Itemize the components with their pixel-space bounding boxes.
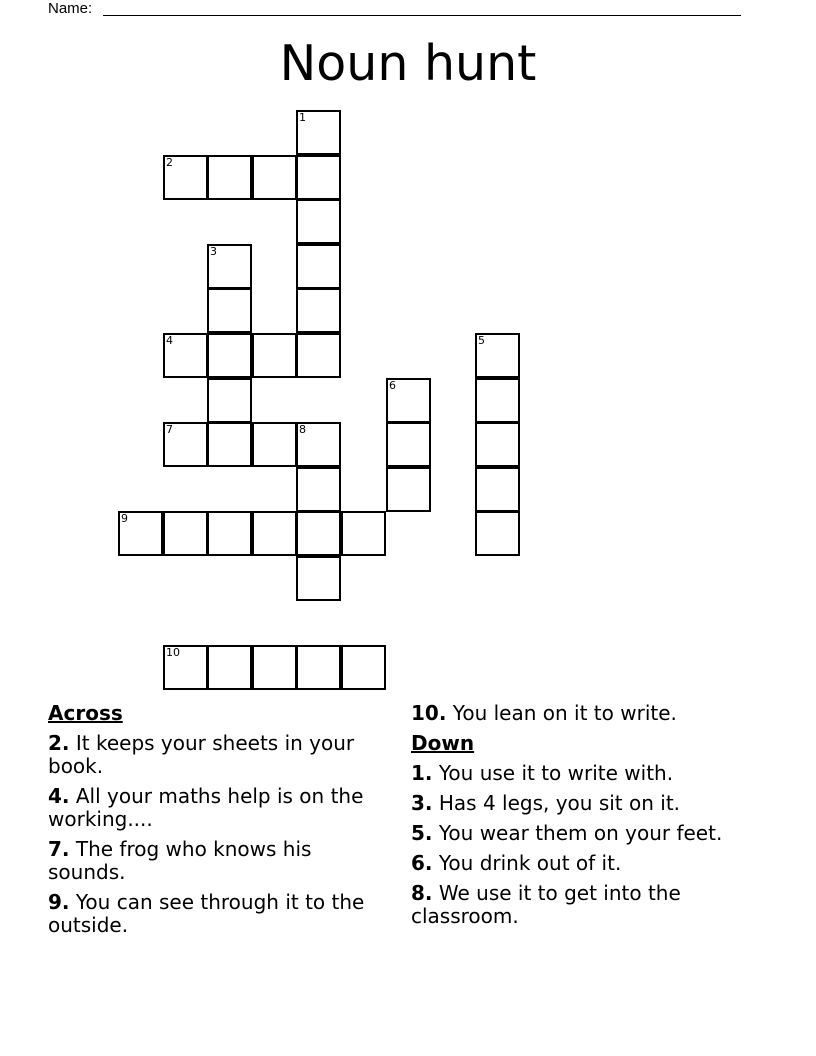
clues-right-column [411, 702, 751, 935]
grid-cell[interactable] [475, 467, 520, 512]
clue-across-10: 10. You lean on it to write. [411, 701, 677, 725]
grid-cell[interactable] [163, 422, 208, 467]
grid-cell[interactable] [252, 333, 297, 378]
cell-number: 7 [166, 423, 173, 436]
clues-left-column [48, 702, 388, 944]
grid-cell[interactable] [252, 155, 297, 200]
grid-cell[interactable] [296, 155, 341, 200]
clue-across-9: 9. You can see through it to the outside. [48, 890, 365, 937]
grid-cell[interactable] [386, 467, 431, 512]
grid-cell[interactable] [296, 199, 341, 244]
grid-cell[interactable] [475, 378, 520, 423]
grid-cell[interactable] [341, 645, 386, 690]
cell-number: 8 [299, 423, 306, 436]
clue-across-2: 2. It keeps your sheets in your book. [48, 731, 355, 778]
grid-cell[interactable] [207, 422, 252, 467]
cell-number: 2 [166, 156, 173, 169]
cell-number: 10 [166, 646, 180, 659]
grid-cell[interactable] [341, 511, 386, 556]
grid-cell[interactable] [207, 155, 252, 200]
grid-cell[interactable] [386, 422, 431, 467]
clue-down-5: 5. You wear them on your feet. [411, 821, 723, 845]
clue-down-1: 1. You use it to write with. [411, 761, 674, 785]
cell-number: 9 [121, 512, 128, 525]
grid-cell[interactable] [296, 511, 341, 556]
grid-cell[interactable] [252, 645, 297, 690]
grid-cell[interactable] [118, 511, 163, 556]
grid-cell[interactable] [296, 244, 341, 289]
page-title: Noun hunt [279, 35, 537, 92]
grid-cell[interactable] [296, 110, 341, 155]
grid-cell[interactable] [207, 333, 252, 378]
grid-cell[interactable] [475, 333, 520, 378]
grid-cell[interactable] [207, 511, 252, 556]
grid-cell[interactable] [207, 288, 252, 333]
cell-number: 3 [210, 245, 217, 258]
grid-cell[interactable] [386, 378, 431, 423]
across-heading: Across [48, 701, 123, 725]
grid-cell[interactable] [163, 511, 208, 556]
cell-number: 4 [166, 334, 173, 347]
grid-cell[interactable] [475, 511, 520, 556]
grid-cell[interactable] [207, 244, 252, 289]
down-heading: Down [411, 731, 475, 755]
clue-down-8: 8. We use it to get into the classroom. [411, 881, 681, 928]
grid-cell[interactable] [296, 333, 341, 378]
cell-number: 5 [478, 334, 485, 347]
grid-cell[interactable] [252, 422, 297, 467]
grid-cell[interactable] [207, 645, 252, 690]
clue-down-3: 3. Has 4 legs, you sit on it. [411, 791, 681, 815]
grid-cell[interactable] [163, 645, 208, 690]
grid-cell[interactable] [252, 511, 297, 556]
grid-cell[interactable] [296, 467, 341, 512]
grid-cell[interactable] [296, 645, 341, 690]
name-label: Name: [48, 0, 93, 17]
grid-cell[interactable] [296, 422, 341, 467]
clue-across-4: 4. All your maths help is on the working.... [48, 784, 364, 831]
clue-across-7: 7. The frog who knows his sounds. [48, 837, 312, 884]
grid-cell[interactable] [163, 155, 208, 200]
cell-number: 6 [389, 379, 396, 392]
clue-down-6: 6. You drink out of it. [411, 851, 622, 875]
grid-cell[interactable] [163, 333, 208, 378]
grid-cell[interactable] [207, 378, 252, 423]
grid-cell[interactable] [296, 556, 341, 601]
grid-cell[interactable] [296, 288, 341, 333]
cell-number: 1 [299, 111, 306, 124]
grid-cell[interactable] [475, 422, 520, 467]
